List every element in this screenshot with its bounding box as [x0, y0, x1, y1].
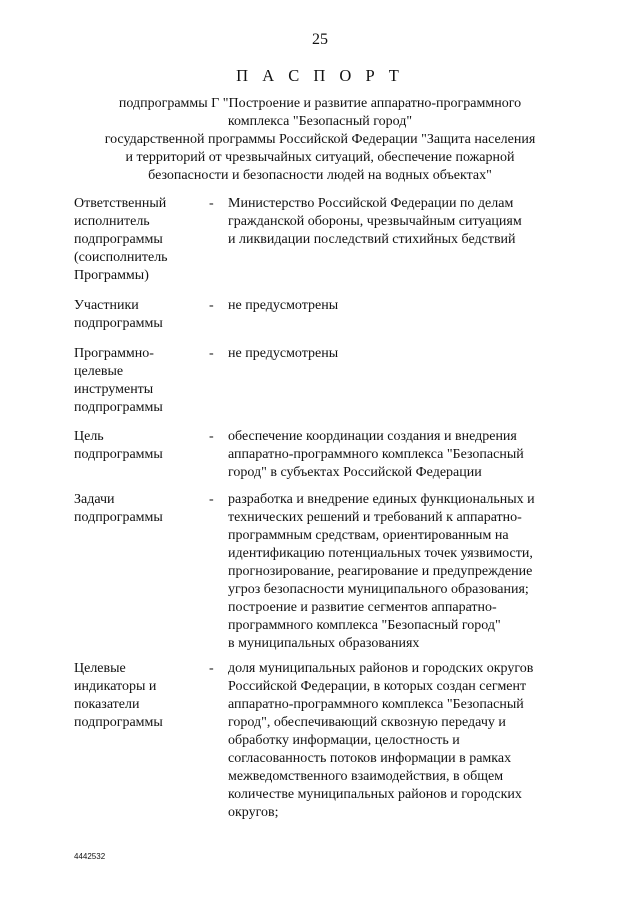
row-dash: - [209, 196, 214, 211]
row-label [74, 491, 204, 527]
label-line: подпрограммы [74, 510, 163, 525]
value-line: Российской Федерации, в которых создан сегмент [228, 679, 527, 694]
value-line: технических решений и требований к аппаратно- [228, 510, 522, 525]
label-line: Программы) [74, 268, 149, 283]
value-line: город", обеспечивающий сквозную передачу и [228, 715, 506, 730]
value-line: идентификацию потенциальных точек уязвимости, [228, 546, 533, 561]
label-line: подпрограммы [74, 232, 163, 247]
subtitle-line: подпрограммы Г "Построение и развитие аппаратно-программного [118, 96, 522, 111]
document-subtitle [60, 95, 580, 185]
value-line: обеспечение координации создания и внедрения [228, 429, 517, 444]
subtitle-line: безопасности и безопасности людей на водных объектах" [148, 168, 492, 183]
row-dash: - [209, 346, 214, 361]
label-line: индикаторы и [74, 679, 157, 694]
label-line: Цель [74, 429, 104, 444]
label-line: Программно- [74, 346, 154, 361]
subtitle-line: государственной программы Российской Федерации "Защита населения [104, 132, 536, 147]
document-code: 4442532 [74, 852, 106, 861]
label-line: целевые [74, 364, 124, 379]
label-line: исполнитель [74, 214, 150, 229]
label-line: Ответственный [74, 196, 167, 211]
row-value [228, 195, 578, 249]
label-line: Целевые [74, 661, 126, 676]
row-label [74, 195, 204, 285]
row-dash: - [209, 492, 214, 507]
value-line: согласованность потоков информации в рамках [228, 751, 512, 766]
row-value [228, 345, 578, 363]
row-value [228, 491, 578, 653]
subtitle-line: и территорий от чрезвычайных ситуаций, обеспечение пожарной [125, 150, 515, 165]
label-line: подпрограммы [74, 316, 163, 331]
page-number: 25 [312, 31, 328, 48]
value-line: построение и развитие сегментов аппаратно- [228, 600, 497, 615]
row-label [74, 297, 204, 333]
label-line: подпрограммы [74, 447, 163, 462]
value-line: аппаратно-программного комплекса "Безопасный [228, 447, 524, 462]
value-line: гражданской обороны, чрезвычайным ситуациям [228, 214, 522, 229]
subtitle-line: комплекса "Безопасный город" [227, 114, 413, 129]
value-line: прогнозирование, реагирование и предупреждение [228, 564, 533, 579]
label-line: подпрограммы [74, 400, 163, 415]
value-line: не предусмотрены [228, 298, 339, 313]
label-line: Участники [74, 298, 139, 313]
value-line: Министерство Российской Федерации по делам [228, 196, 514, 211]
value-line: в муниципальных образованиях [228, 636, 420, 651]
label-line: (соисполнитель [74, 250, 168, 265]
value-line: и ликвидации последствий стихийных бедствий [228, 232, 516, 247]
row-label [74, 660, 204, 732]
value-line: межведомственного взаимодействия, в общем [228, 769, 504, 784]
label-line: подпрограммы [74, 715, 163, 730]
row-dash: - [209, 298, 214, 313]
value-line: город" в субъектах Российской Федерации [228, 465, 482, 480]
row-value [228, 660, 578, 822]
row-value [228, 297, 578, 315]
label-line: инструменты [74, 382, 154, 397]
value-line: угроз безопасности муниципального образования; [228, 582, 529, 597]
value-line: обработку информации, целостность и [228, 733, 460, 748]
value-line: разработка и внедрение единых функциональных и [228, 492, 535, 507]
label-line: показатели [74, 697, 140, 712]
row-label [74, 428, 204, 464]
value-line: программного комплекса "Безопасный город" [228, 618, 501, 633]
value-line: округов; [228, 805, 279, 820]
value-line: программным средствам, ориентированным на [228, 528, 509, 543]
row-dash: - [209, 429, 214, 444]
row-dash: - [209, 661, 214, 676]
label-line: Задачи [74, 492, 115, 507]
row-value [228, 428, 578, 482]
row-label [74, 345, 204, 417]
value-line: количестве муниципальных районов и городских [228, 787, 522, 802]
value-line: аппаратно-программного комплекса "Безопасный [228, 697, 524, 712]
document-title: П А С П О Р Т [236, 66, 404, 85]
value-line: не предусмотрены [228, 346, 339, 361]
value-line: доля муниципальных районов и городских округов [228, 661, 534, 676]
